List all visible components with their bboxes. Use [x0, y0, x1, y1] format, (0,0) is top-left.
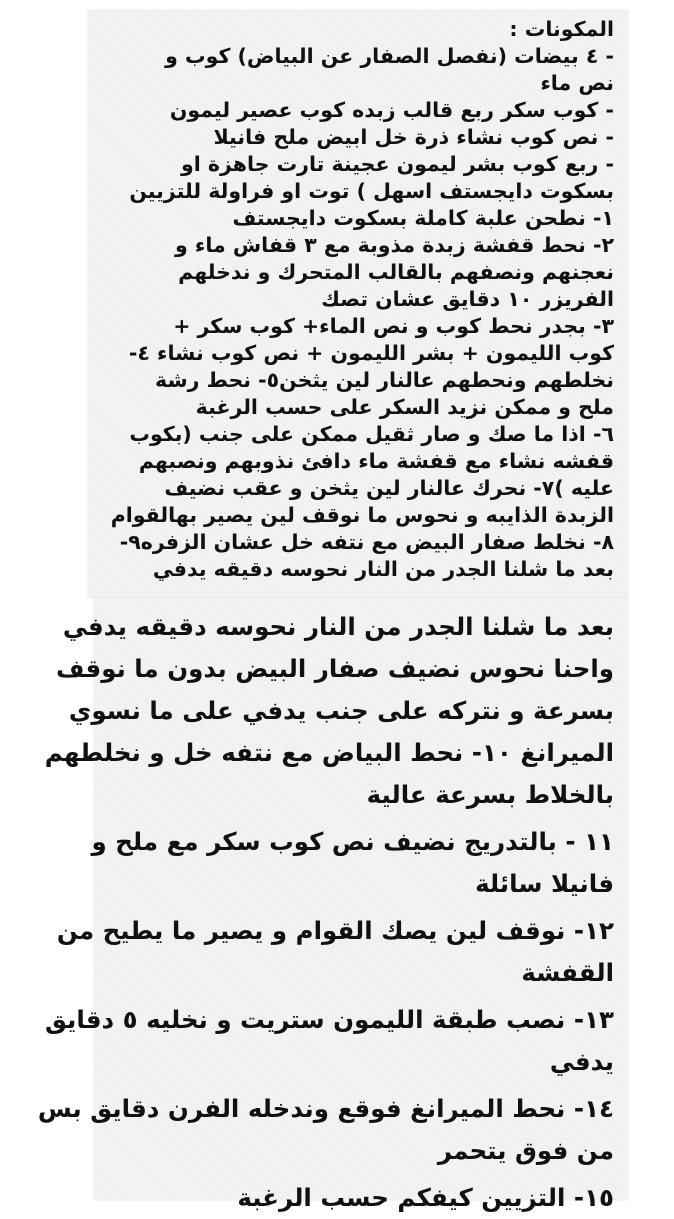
text-line: الميرانغ ١٠- نحط البياض مع نتفه خل و نخلطهم: [44, 738, 614, 767]
text-line: كوب الليمون + بشر الليمون + نص كوب نشاء ٤-: [128, 341, 614, 365]
text-line: قفشه نشاء مع قفشة ماء دافئ نذوبهم ونصبهم: [138, 449, 614, 473]
text-line: ١١ - بالتدريج نضيف نص كوب سكر مع ملح و: [91, 827, 614, 856]
ingredients-steps-panel: [88, 10, 628, 598]
text-line: ١- نطحن علبة كاملة بسكوت دايجستف: [232, 206, 614, 230]
text-line: - نص كوب نشاء ذرة خل ابيض ملح فانيلا: [213, 125, 614, 149]
text-line: نص ماء: [540, 71, 614, 95]
text-line: الفريزر ١٠ دقايق عشان تصك: [321, 287, 614, 311]
text-line: ٣- بجدر نحط كوب و نص الماء+ كوب سكر +: [173, 314, 614, 338]
text-line: بالخلاط بسرعة عالية: [366, 780, 614, 809]
text-line: - ربع كوب بشر ليمون عجينة تارت جاهزة او: [180, 152, 614, 176]
text-line: ٢- نحط قفشة زبدة مذوبة مع ٣ قفاش ماء و: [175, 233, 614, 257]
text-line: ٦- اذا ما صك و صار ثقيل ممكن على جنب (بكوب: [129, 422, 614, 446]
text-line: ١٣- نصب طبقة الليمون ستريت و نخليه ٥ دقايق: [45, 1005, 614, 1034]
text-line: ملح و ممكن نزيد السكر على حسب الرغبة: [195, 395, 614, 419]
text-line: بسكوت دايجستف اسهل ) توت او فراولة للتزيين: [129, 179, 614, 203]
text-line: من فوق يتحمر: [437, 1136, 614, 1165]
text-line: بعد ما شلنا الجدر من النار نحوسه دقيقه يدفي: [62, 612, 614, 641]
text-line: ٨- نخلط صفار البيض مع نتفه خل عشان الزفره٩-: [119, 530, 614, 554]
text-line: الزبدة الذايبه و نحوس ما نوقف لين يصير بهالقوام: [110, 503, 614, 527]
text-line: يدفي: [549, 1047, 614, 1076]
text-line: القفشة: [521, 958, 614, 987]
text-line: ١٤- نحط الميرانغ فوقع وندخله الفرن دقايق بس: [37, 1094, 614, 1123]
text-line: - كوب سكر ربع قالب زبده كوب عصير ليمون: [169, 98, 614, 122]
text-line: نخلطهم ونحطهم عالنار لين يثخن٥- نحط رشة: [155, 368, 614, 392]
text-line: واحنا نحوس نضيف صفار البيض بدون ما نوقف: [55, 654, 614, 683]
text-line: بسرعة و نتركه على جنب يدفي على ما نسوي: [68, 696, 614, 725]
text-line: عليه )٧- نحرك عالنار لين يثخن و عقب نضيف: [164, 476, 614, 500]
text-line: ١٥- التزيين كيفكم حسب الرغبة: [237, 1183, 614, 1212]
text-line: نعجنهم ونصفهم بالقالب المتحرك و ندخلهم: [178, 260, 614, 284]
text-line: فانيلا سائلة: [475, 869, 614, 898]
text-line: - ٤ بيضات (نفصل الصفار عن البياض) كوب و: [165, 44, 614, 68]
text-line: ١٢- نوقف لين يصك القوام و يصير ما يطيح من: [56, 916, 614, 945]
text-line: بعد ما شلنا الجدر من النار نحوسه دقيقه يدفي: [152, 557, 614, 581]
text-line: المكونات :: [509, 17, 614, 41]
steps-continued-panel: [37, 598, 628, 1212]
